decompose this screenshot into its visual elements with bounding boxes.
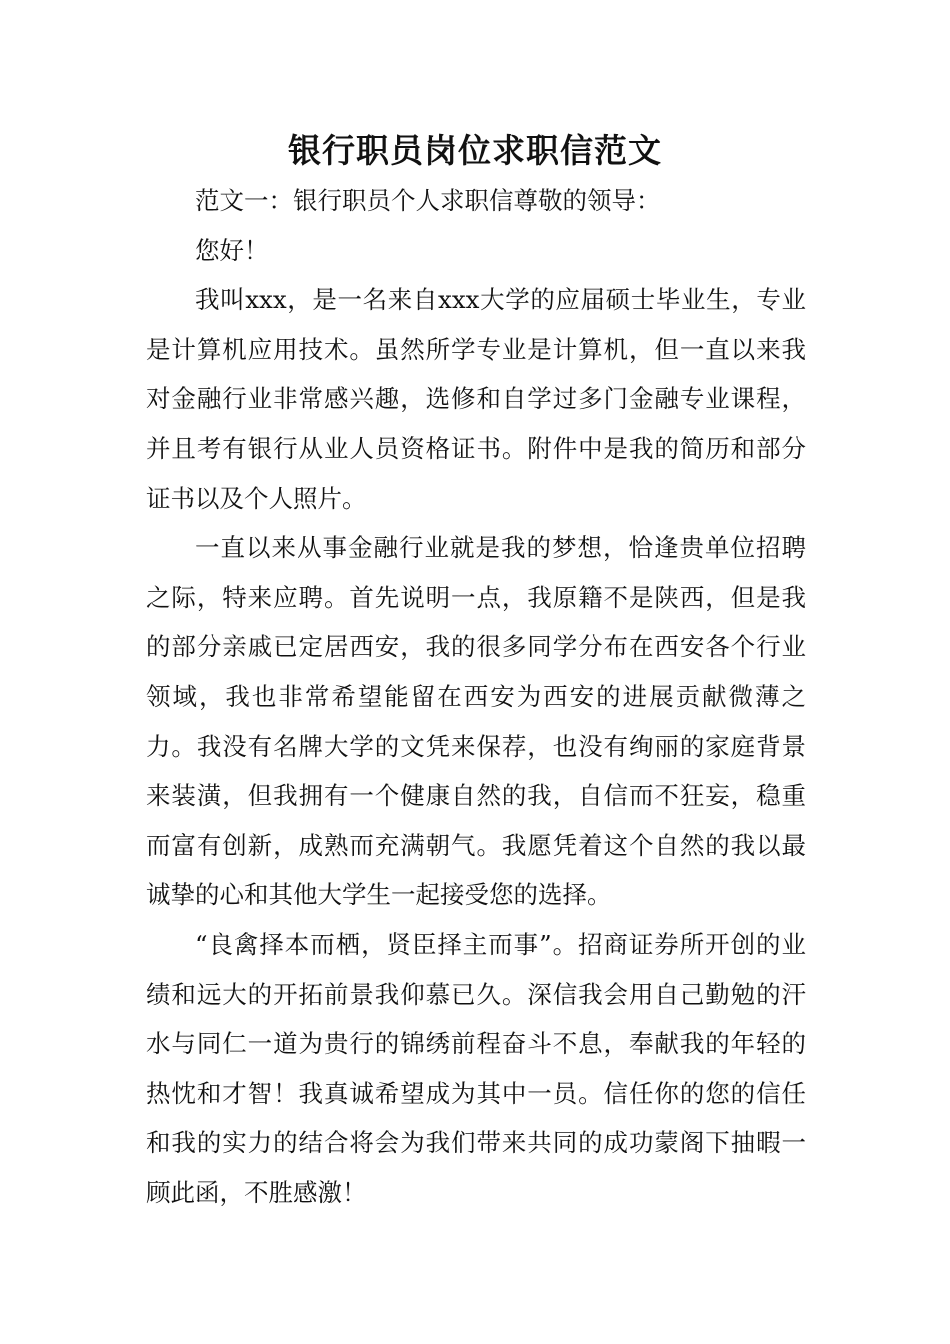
- document-body: [146, 176, 806, 1217]
- paragraph-salutation: 范文一：银行职员个人求职信尊敬的领导：: [195, 186, 661, 215]
- paragraph-greeting: 您好！: [195, 235, 269, 265]
- document-title: 银行职员岗位求职信范文: [288, 131, 662, 170]
- paragraph-closing: “良禽择本而栖，贤臣择主而事”。招商证券所开创的业绩和远大的开拓前景我仰慕已久。深信我会用自己勤勉的汗水与同仁一道为贵行的锦绣前程奋斗不息，奉献我的年轻的热忱和才智！我真诚希望成为其中一员。信任你的您的信任和我的实力的结合将会为我们带来共同的成功蒙阁下抽暇一顾此函，不胜感激！: [146, 929, 806, 1207]
- paragraph-introduction: 我叫xxx，是一名来自xxx大学的应届硕士毕业生，专业是计算机应用技术。虽然所学专业是计算机，但一直以来我对金融行业非常感兴趣，选修和自学过多门金融专业课程，并且考有银行从业人员资格证书。附件中是我的简历和部分证书以及个人照片。: [146, 285, 806, 513]
- paragraph-motivation: 一直以来从事金融行业就是我的梦想，恰逢贵单位招聘之际，特来应聘。首先说明一点，我原籍不是陕西，但是我的部分亲戚已定居西安，我的很多同学分布在西安各个行业领域，我也非常希望能留在西安为西安的进展贡献微薄之力。我没有名牌大学的文凭来保荐，也没有绚丽的家庭背景来装潢，但我拥有一个健康自然的我，自信而不狂妄，稳重而富有创新，成熟而充满朝气。我愿凭着这个自然的我以最诚挚的心和其他大学生一起接受您的选择。: [146, 533, 806, 910]
